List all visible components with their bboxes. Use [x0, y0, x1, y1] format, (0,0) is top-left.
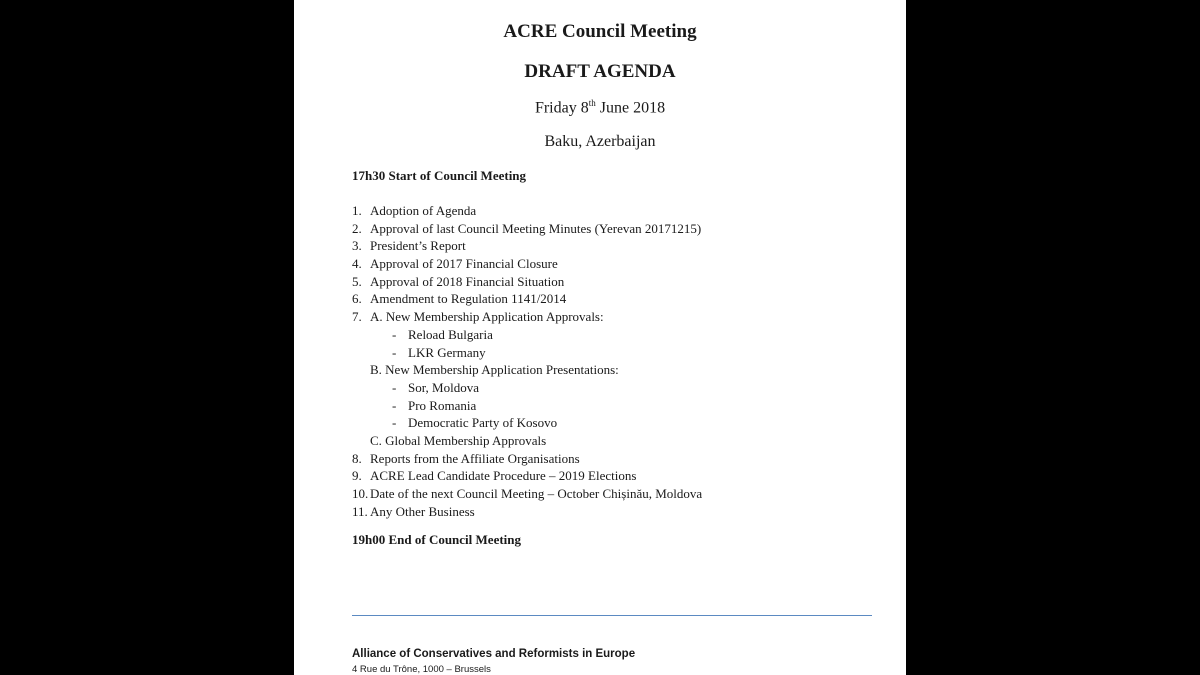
agenda-subitem: - Sor, Moldova: [392, 379, 479, 395]
agenda-item: 7. A. New Membership Application Approvals:: [352, 309, 604, 325]
footer-organisation: Alliance of Conservatives and Reformists in Europe: [352, 648, 636, 660]
start-time-label: 17h30 Start of Council Meeting: [352, 168, 527, 183]
agenda-item: 8. Reports from the Affiliate Organisations: [352, 450, 580, 466]
agenda-item: 10. Date of the next Council Meeting – October Chișinău, Moldova: [352, 486, 703, 501]
agenda-subsection: C. Global Membership Approvals: [370, 432, 547, 448]
agenda-item: 3. President’s Report: [352, 238, 466, 254]
agenda-item: 2. Approval of last Council Meeting Minutes (Yerevan 20171215): [352, 220, 702, 236]
meeting-date: Friday 8th June 2018: [534, 98, 666, 117]
end-time-label: 19h00 End of Council Meeting: [352, 532, 522, 547]
footer-divider: [352, 615, 872, 616]
agenda-subitem: - Pro Romania: [392, 397, 477, 413]
agenda-item: 6. Amendment to Regulation 1141/2014: [352, 291, 567, 307]
footer-address: 4 Rue du Trône, 1000 – Brussels: [352, 664, 491, 675]
agenda-document: [294, 0, 906, 675]
agenda-list: [352, 202, 702, 520]
agenda-subitem: - LKR Germany: [392, 344, 486, 360]
agenda-item: 4. Approval of 2017 Financial Closure: [352, 256, 558, 272]
agenda-item: 5. Approval of 2018 Financial Situation: [352, 273, 565, 289]
agenda-item: 9. ACRE Lead Candidate Procedure – 2019 Elections: [352, 468, 637, 484]
agenda-subsection: B. New Membership Application Presentations:: [370, 362, 619, 378]
agenda-subitem: - Reload Bulgaria: [392, 326, 493, 342]
document-subtitle: DRAFT AGENDA: [524, 61, 676, 82]
meeting-location: Baku, Azerbaijan: [544, 133, 656, 150]
agenda-subitem: - Democratic Party of Kosovo: [392, 415, 558, 431]
document-title: ACRE Council Meeting: [503, 21, 697, 42]
agenda-item: 11. Any Other Business: [352, 503, 475, 519]
agenda-item: 1. Adoption of Agenda: [352, 203, 477, 218]
